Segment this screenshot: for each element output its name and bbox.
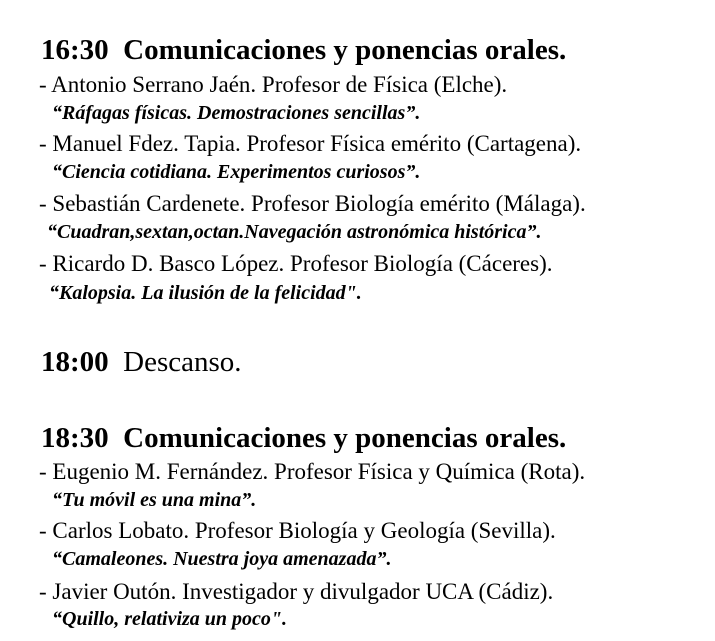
talk-title: “Camaleones. Nuestra joya amenazada”. (52, 548, 392, 570)
speaker-line: - Sebastián Cardenete. Profesor Biología emérito (Málaga). (39, 191, 586, 216)
speaker-line: - Carlos Lobato. Profesor Biología y Geología (Sevilla). (39, 518, 556, 543)
speaker-line: - Manuel Fdez. Tapia. Profesor Física emérito (Cartagena). (39, 131, 582, 156)
talk-title: “Ráfagas físicas. Demostraciones sencillas”. (52, 102, 421, 124)
talk-title: “Ciencia cotidiana. Experimentos curiosos”. (52, 161, 421, 183)
speaker-line: - Javier Outón. Investigador y divulgador UCA (Cádiz). (39, 579, 554, 604)
session-title: Comunicaciones y ponencias orales. (123, 422, 567, 454)
session-heading (41, 33, 566, 67)
session-time: 18:30 (41, 422, 109, 454)
speaker-line: - Ricardo D. Basco López. Profesor Biología (Cáceres). (39, 251, 553, 276)
session-time: 16:30 (41, 34, 109, 66)
talk-title: “Cuadran,sextan,octan.Navegación astronómica histórica”. (47, 221, 542, 243)
session-heading (41, 345, 242, 379)
session-heading (41, 421, 566, 455)
speaker-line: - Antonio Serrano Jaén. Profesor de Física (Elche). (39, 72, 508, 97)
speaker-line: - Eugenio M. Fernández. Profesor Física y Química (Rota). (39, 459, 586, 484)
talk-title: “Tu móvil es una mina”. (52, 489, 257, 511)
talk-title: “Kalopsia. La ilusión de la felicidad". (49, 282, 362, 304)
session-title: Descanso. (123, 346, 242, 378)
session-title: Comunicaciones y ponencias orales. (123, 34, 567, 66)
talk-title: “Quillo, relativiza un poco". (52, 608, 288, 630)
session-time: 18:00 (41, 346, 109, 378)
